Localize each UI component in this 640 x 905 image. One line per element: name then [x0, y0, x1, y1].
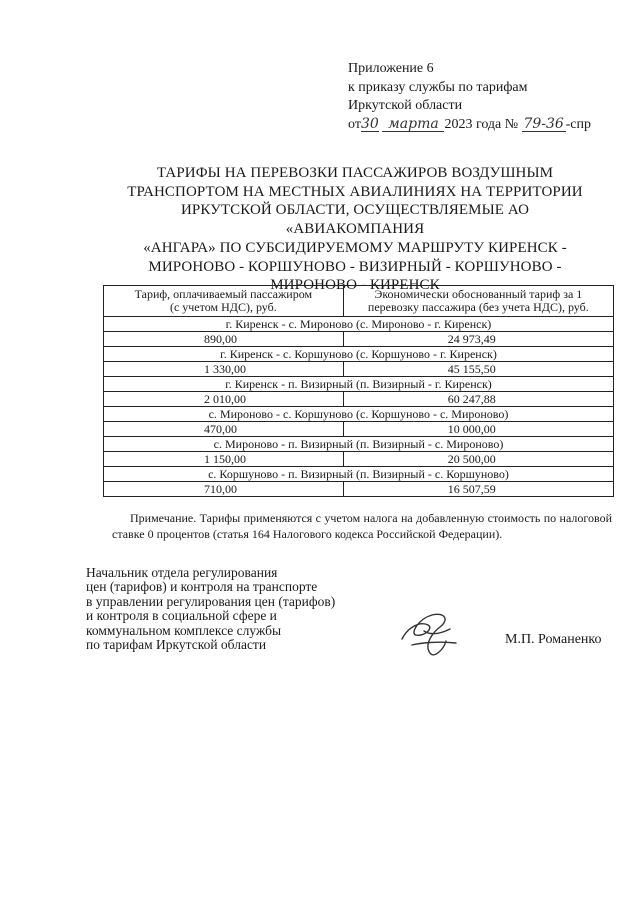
route-name: г. Киренск - п. Визирный (п. Визирный - г. Киренск)	[104, 377, 614, 392]
economic-tariff: 45 155,50	[343, 362, 613, 377]
header-line: Тариф, оплачиваемый пассажиром	[134, 287, 313, 301]
economic-tariff: 10 000,00	[343, 422, 613, 437]
signer-title-line: Начальник отдела регулирования	[86, 565, 278, 580]
passenger-fare: 710,00	[104, 482, 344, 497]
route-row	[104, 317, 614, 332]
appendix-line: Иркутской области	[348, 98, 463, 113]
table-row	[104, 392, 614, 407]
table-row	[104, 362, 614, 377]
economic-tariff: 16 507,59	[343, 482, 613, 497]
route-name: г. Киренск - с. Коршуново (с. Коршуново - г. Киренск)	[104, 347, 614, 362]
title-line: «АНГАРА» ПО СУБСИДИРУЕМОМУ МАРШРУТУ КИРЕНСК -	[143, 239, 567, 256]
table-row	[104, 482, 614, 497]
order-date-line	[348, 116, 628, 135]
table-header-row	[104, 286, 614, 317]
appendix-line: к приказу службы по тарифам	[348, 79, 528, 95]
passenger-fare: 2 010,00	[104, 392, 344, 407]
header-economic-tariff	[343, 286, 613, 317]
header-line: (с учетом НДС), руб.	[169, 300, 277, 314]
title-line: ИРКУТСКОЙ ОБЛАСТИ, ОСУЩЕСТВЛЯЕМЫЕ АО «АВИАКОМПАНИЯ	[180, 202, 530, 238]
route-row	[104, 437, 614, 452]
tariffs-table	[103, 285, 614, 497]
handwritten-signature	[394, 605, 464, 667]
table-row	[104, 422, 614, 437]
tax-note	[112, 510, 612, 542]
order-suffix: -спр	[565, 116, 591, 132]
title-line: ТРАНСПОРТОМ НА МЕСТНЫХ АВИАЛИНИЯХ НА ТЕРРИТОРИИ	[127, 183, 583, 200]
order-from-label: от	[348, 116, 361, 132]
economic-tariff: 24 973,49	[343, 332, 613, 347]
route-name: с. Мироново - с. Коршуново (с. Коршуново - с. Мироново)	[104, 407, 614, 422]
route-name: с. Мироново - п. Визирный (п. Визирный - с. Мироново)	[104, 437, 614, 452]
route-row	[104, 377, 614, 392]
handwritten-month: марта	[382, 117, 444, 132]
signer-title-line: коммунальном комплексе службы	[86, 622, 282, 638]
document-title	[120, 164, 590, 295]
header-line: Экономически обоснованный тариф за 1	[374, 287, 583, 301]
header-line: перевозку пассажира (без учета НДС), руб.	[367, 300, 589, 314]
passenger-fare: 1 330,00	[104, 362, 344, 377]
header-passenger-fare	[104, 286, 344, 317]
signer-block	[86, 566, 406, 652]
route-row	[104, 407, 614, 422]
title-line: МИРОНОВО - КИРЕНСК	[270, 277, 440, 294]
signer-title-line: в управлении регулирования цен (тарифов)	[86, 593, 336, 609]
note-text: Примечание. Тарифы применяются с учетом налога на добавленную стоимость по налоговой ставке 0 процентов (статья 164 Налогового кодекса Российской Федерации).	[112, 511, 612, 541]
order-year-label: 2023 года №	[444, 116, 519, 132]
table-row	[104, 332, 614, 347]
handwritten-order-number: 79-36	[523, 115, 564, 132]
route-name: с. Коршуново - п. Визирный (п. Визирный - с. Коршуново)	[104, 467, 614, 482]
economic-tariff: 20 500,00	[343, 452, 613, 467]
route-row	[104, 467, 614, 482]
route-name: г. Киренск - с. Мироново (с. Мироново - г. Киренск)	[104, 317, 614, 332]
title-line: МИРОНОВО - КОРШУНОВО - ВИЗИРНЫЙ - КОРШУНОВО -	[148, 258, 562, 275]
handwritten-day: 30	[361, 115, 379, 132]
passenger-fare: 470,00	[104, 422, 344, 437]
signer-title-line: по тарифам Иркутской области	[86, 637, 267, 653]
passenger-fare: 890,00	[104, 332, 344, 347]
appendix-line: Приложение 6	[348, 61, 434, 76]
passenger-fare: 1 150,00	[104, 452, 344, 467]
appendix-header	[348, 60, 628, 134]
title-line: ТАРИФЫ НА ПЕРЕВОЗКИ ПАССАЖИРОВ ВОЗДУШНЫМ	[156, 165, 554, 181]
signer-name: М.П. Романенко	[505, 632, 602, 647]
signer-title-line: и контроля в социальной сфере и	[86, 608, 277, 624]
economic-tariff: 60 247,88	[343, 392, 613, 407]
signer-title-line: цен (тарифов) и контроля на транспорте	[86, 579, 318, 595]
table-row	[104, 452, 614, 467]
route-row	[104, 347, 614, 362]
